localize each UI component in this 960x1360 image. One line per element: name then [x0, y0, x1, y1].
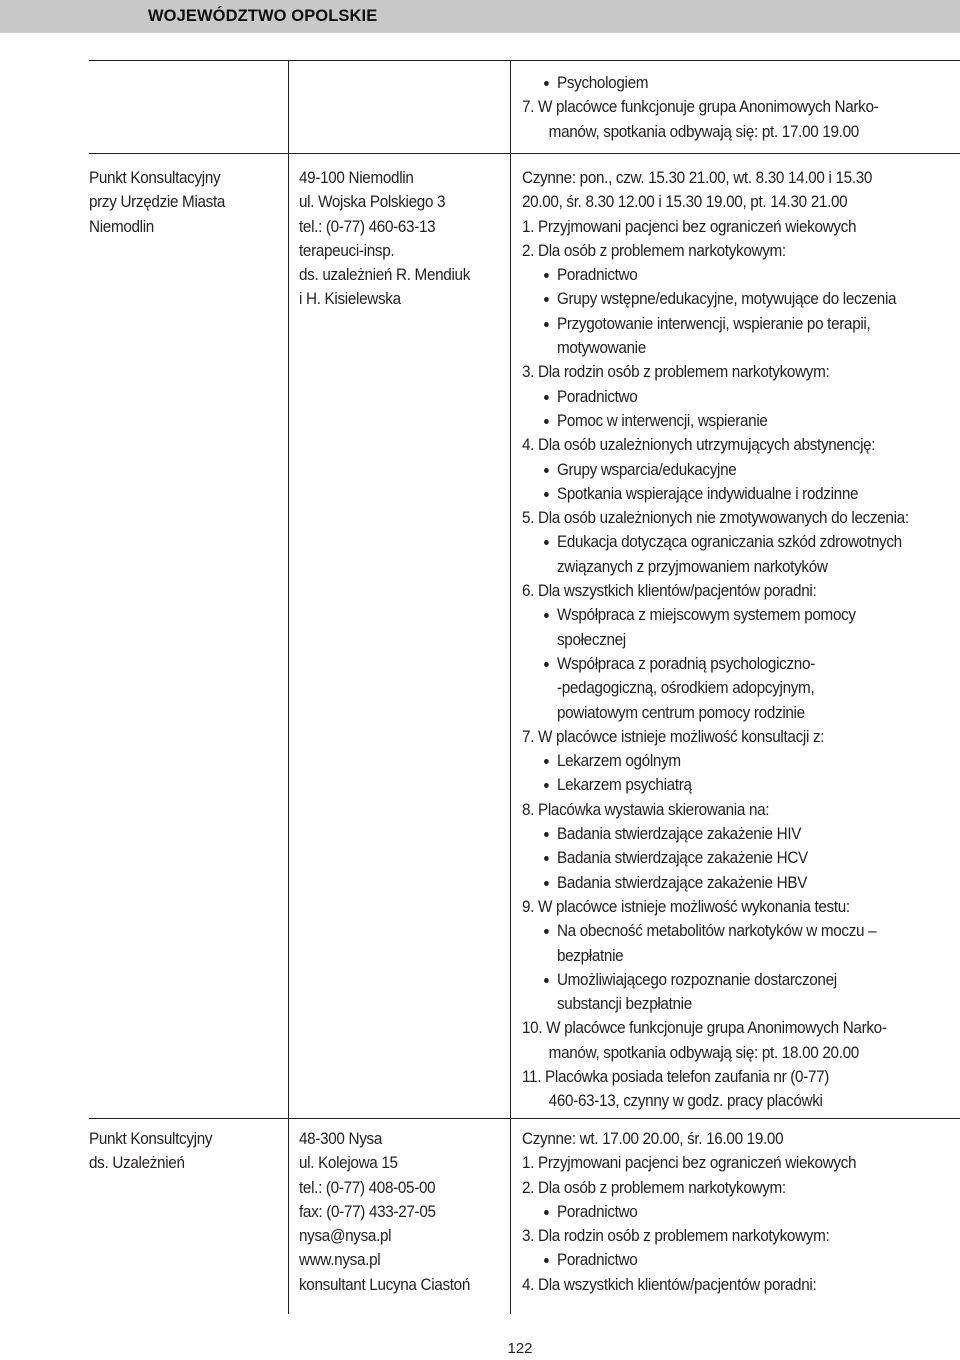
bullet-item [522, 773, 909, 797]
list-item: 7. W placówce istnieje możliwość konsultacji z: [522, 726, 825, 746]
list-item: Czynne: pon., czw. 15.30 21.00, wt. 8.30 14.00 i 15.30 [522, 168, 873, 187]
row-divider [89, 1118, 960, 1119]
continuation-line: związanych z przyjmowaniem narkotyków [556, 556, 828, 576]
bullet-item [522, 312, 909, 336]
bullet-item [522, 1200, 856, 1224]
bullet-text: Lekarzem ogólnym [556, 751, 681, 771]
continuation-line: manów, spotkania odbywają się: pt. 18.00 20.00 [548, 1042, 859, 1062]
bullet-item [522, 846, 909, 870]
list-item: 1. Przyjmowani pacjenci bez ograniczeń wiekowych [522, 1153, 857, 1173]
text-line: konsultant Lucyna Ciastoń [299, 1274, 471, 1294]
facility-details [522, 1127, 856, 1297]
bullet-item [522, 385, 909, 409]
list-item: 3. Dla rodzin osób z problemem narkotykowym: [522, 1226, 830, 1246]
bullet-text: Grupy wstępne/edukacyjne, motywujące do leczenia [556, 289, 897, 309]
bullet-text: Współpraca z miejscowym systemem pomocy [556, 605, 856, 625]
bullet-text: Przygotowanie interwencji, wspieranie po terapii, [556, 313, 871, 333]
bullet-text: Poradnictwo [556, 265, 638, 285]
bullet-text: Umożliwiającego rozpoznanie dostarczonej [556, 969, 837, 989]
text-line: przy Urzędzie Miasta [89, 192, 226, 212]
bullet-item [522, 871, 909, 895]
facility-name [89, 1127, 212, 1176]
bullet-text: Poradnictwo [556, 1250, 638, 1270]
list-item: 10. W placówce funkcjonuje grupa Anonimowych Narko- [522, 1018, 887, 1038]
bullet-item [522, 968, 909, 992]
list-item: Czynne: wt. 17.00 20.00, śr. 16.00 19.00 [522, 1129, 784, 1148]
text-line: tel.: (0-77) 408-05-00 [299, 1177, 436, 1197]
list-item: 11. Placówka posiada telefon zaufania nr (0-77) [522, 1066, 830, 1086]
facility-name [89, 166, 225, 239]
list-item: 5. Dla osób uzależnionych nie zmotywowanych do leczenia: [522, 508, 909, 528]
continuation-line: -pedagogiczną, ośrodkiem adopcyjnym, [556, 678, 815, 698]
text-line: 48-300 Nysa [299, 1129, 383, 1148]
list-item: 8. Placówka wystawia skierowania na: [522, 799, 770, 819]
facility-address [299, 166, 470, 312]
list-item: 4. Dla wszystkich klientów/pacjentów poradni: [522, 1274, 817, 1294]
facility-address [299, 1127, 470, 1297]
bullet-item [522, 603, 909, 627]
list-item: 20.00, śr. 8.30 12.00 i 15.30 19.00, pt. 14.30 21.00 [522, 192, 848, 212]
bullet-text: Psychologiem [556, 73, 649, 92]
text-line: fax: (0-77) 433-27-05 [299, 1201, 436, 1221]
text-line: Punkt Konsultcyjny [89, 1129, 213, 1148]
list-item: 2. Dla osób z problemem narkotykowym: [522, 240, 786, 260]
bullet-text: Poradnictwo [556, 386, 638, 406]
list-item: 9. W placówce istnieje możliwość wykonania testu: [522, 896, 850, 916]
list-item: 3. Dla rodzin osób z problemem narkotykowym: [522, 362, 830, 382]
bullet-text: Lekarzem psychiatrą [556, 775, 692, 795]
bullet-text: Poradnictwo [556, 1201, 638, 1221]
continuation-line: społecznej [556, 629, 626, 649]
bullet-item [522, 409, 909, 433]
column-divider [510, 60, 511, 1314]
list-item: 4. Dla osób uzależnionych utrzymujących abstynencję: [522, 435, 876, 455]
section-title: WOJEWÓDZTWO OPOLSKIE [148, 7, 378, 25]
bullet-text: Badania stwierdzające zakażenie HCV [556, 848, 808, 868]
bullet-item [522, 71, 878, 95]
bullet-item [522, 530, 909, 554]
bullet-item [522, 287, 909, 311]
text-line: Punkt Konsultacyjny [89, 168, 221, 187]
text-line: i H. Kisielewska [299, 289, 401, 309]
column-divider [288, 60, 289, 1314]
text-line: tel.: (0-77) 460-63-13 [299, 216, 436, 236]
text-line: 49-100 Niemodlin [299, 168, 414, 187]
top-continuation [522, 71, 878, 144]
text-line: terapeuci-insp. [299, 240, 395, 260]
text-line: www.nysa.pl [299, 1250, 381, 1270]
bullet-item [522, 263, 909, 287]
bullet-item [522, 652, 909, 676]
facility-details [522, 166, 909, 1114]
bullet-text: Pomoc w interwencji, wspieranie [556, 410, 768, 430]
list-item: 7. W placówce funkcjonuje grupa Anonimowych Narko- [522, 97, 879, 117]
list-item: 6. Dla wszystkich klientów/pacjentów poradni: [522, 581, 817, 601]
text-line: nysa@nysa.pl [299, 1226, 392, 1246]
bullet-text: Na obecność metabolitów narkotyków w moczu – [556, 921, 877, 941]
continuation-line: 460-63-13, czynny w godz. pracy placówki [548, 1091, 823, 1111]
list-item: 1. Przyjmowani pacjenci bez ograniczeń wiekowych [522, 216, 857, 236]
bullet-text: Spotkania wspierające indywidualne i rodzinne [556, 483, 859, 503]
text-line: ds. Uzależnień [89, 1153, 185, 1173]
bullet-item [522, 458, 909, 482]
bullet-item [522, 1248, 856, 1272]
continuation-line: bezpłatnie [556, 945, 624, 965]
bullet-item [522, 822, 909, 846]
list-item: 2. Dla osób z problemem narkotykowym: [522, 1177, 786, 1197]
table-top-border [89, 60, 960, 61]
continuation-line: powiatowym centrum pomocy rodzinie [556, 702, 805, 722]
page-number: 122 [507, 1340, 533, 1357]
bullet-text: Badania stwierdzające zakażenie HIV [556, 824, 802, 844]
text-line: ul. Kolejowa 15 [299, 1153, 398, 1173]
bullet-item [522, 919, 909, 943]
text-line: Niemodlin [89, 216, 154, 236]
text-line: ds. uzależnień R. Mendiuk [299, 265, 471, 285]
row-divider [89, 153, 960, 154]
header-band [0, 0, 960, 33]
bullet-text: Badania stwierdzające zakażenie HBV [556, 872, 808, 892]
bullet-text: Współpraca z poradnią psychologiczno- [556, 653, 815, 673]
continuation-line: motywowanie [556, 338, 646, 358]
bullet-text: Edukacja dotycząca ograniczania szkód zdrowotnych [556, 532, 902, 552]
bullet-item [522, 749, 909, 773]
continuation-line: manów, spotkania odbywają się: pt. 17.00 19.00 [548, 121, 859, 141]
text-line: ul. Wojska Polskiego 3 [299, 192, 446, 212]
continuation-line: substancji bezpłatnie [556, 994, 692, 1014]
bullet-text: Grupy wsparcia/edukacyjne [556, 459, 737, 479]
bullet-item [522, 482, 909, 506]
